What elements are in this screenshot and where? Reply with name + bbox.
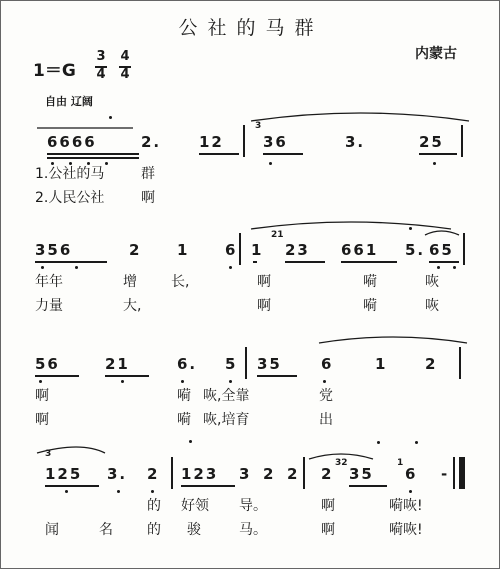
lyric-verse-1: 嗬 (363, 274, 377, 290)
note-group: 35 (349, 465, 374, 483)
note-group: 23 (285, 241, 310, 259)
lyric-verse-2: 啊 (35, 412, 49, 428)
meter-denominator-2: 4 (120, 67, 130, 82)
lyric-verse-1: 嗬咴! (389, 498, 423, 514)
note-group: 661 (341, 241, 379, 259)
lyric-verse-1: 啊 (257, 274, 271, 290)
lyric-verse-1: 啊 (35, 388, 49, 404)
lyric-verse-2: 2.人民公社 (35, 190, 105, 206)
lyric-verse-1: 群 (141, 166, 155, 182)
grace-note: 21 (271, 230, 284, 240)
lyric-verse-2: 啊 (257, 298, 271, 314)
note-group: 2 (263, 465, 276, 483)
note-group: 2. (141, 133, 162, 151)
note-group: 6. (177, 355, 198, 373)
note-group: 3. (345, 133, 366, 151)
lyric-verse-2: 啊 (141, 190, 155, 206)
tempo-marking: 自由 辽阔 (45, 95, 93, 108)
lyric-verse-2: 嗬 (177, 412, 191, 428)
note-group: 21 (105, 355, 130, 373)
grace-note: 1 (397, 458, 404, 468)
slur (37, 447, 105, 453)
meter-numerator-2: 4 (120, 49, 130, 64)
lyric-verse-1: 导。 (239, 498, 267, 514)
note-group: 2 (321, 465, 334, 483)
slurs-and-marks (1, 1, 500, 569)
slur (251, 113, 469, 121)
lyric-verse-1: 嗬 (177, 388, 191, 404)
note-group: 6 (225, 241, 238, 259)
origin-label: 内蒙古 (415, 46, 457, 62)
note-group: 5. (405, 241, 426, 259)
slur (251, 222, 451, 229)
key-signature: 1＝G (33, 61, 76, 81)
lyric-verse-1: 1.公社的马 (35, 166, 105, 182)
note-group: 3 (239, 465, 252, 483)
lyric-verse-2: 出 (319, 412, 333, 428)
lyric-verse-2: 的 (147, 522, 161, 538)
song-title: 公社的马群 (178, 17, 324, 39)
note-group: 1 (251, 241, 264, 259)
lyric-verse-1: 咴,全靠 (203, 388, 250, 404)
lyric-verse-2: 骏 (187, 522, 201, 538)
grace-note: 3 (255, 121, 262, 131)
note-group: 6666 (47, 133, 97, 151)
note-group: 123 (181, 465, 219, 483)
note-group: 36 (263, 133, 288, 151)
note-group: 1 (375, 355, 388, 373)
lyric-verse-1: 年年 (35, 274, 63, 290)
note-group: 5 (225, 355, 238, 373)
note-group: 2 (129, 241, 142, 259)
lyric-verse-2: 咴 (425, 298, 439, 314)
note-group: 356 (35, 241, 73, 259)
lyric-verse-1: 党 (319, 388, 333, 404)
lyric-verse-2: 马。 (239, 522, 267, 538)
note-group: 2 (287, 465, 300, 483)
note-group: 56 (35, 355, 60, 373)
lyric-verse-2: 咴,培育 (203, 412, 250, 428)
note-group: 2 (147, 465, 160, 483)
slur (425, 231, 459, 235)
note-group: 1 (177, 241, 190, 259)
note-group: - (441, 465, 450, 483)
note-group: 3. (107, 465, 128, 483)
note-group: 12 (199, 133, 224, 151)
meter-denominator-1: 4 (96, 67, 106, 82)
lyric-verse-2: 嗬咴! (389, 522, 423, 538)
note-group: 6 (321, 355, 334, 373)
lyric-verse-2: 力量 (35, 298, 63, 314)
note-group: 6 (405, 465, 418, 483)
lyric-verse-2: 嗬 (363, 298, 377, 314)
lyric-verse-1: 咴 (425, 274, 439, 290)
note-group: 25 (419, 133, 444, 151)
note-group: 65 (429, 241, 454, 259)
grace-note: 3 (45, 449, 52, 459)
lyric-verse-2: 名 (99, 522, 113, 538)
meter-numerator-1: 3 (96, 49, 106, 64)
lyric-verse-2: 啊 (321, 522, 335, 538)
lyric-verse-1: 的 (147, 498, 161, 514)
grace-note: 32 (335, 458, 348, 468)
lyric-verse-1: 长, (171, 274, 190, 290)
note-group: 2 (425, 355, 438, 373)
slur (309, 454, 373, 459)
lyric-verse-2: 大, (123, 298, 142, 314)
slur (319, 337, 467, 343)
lyric-verse-1: 增 (123, 274, 137, 290)
lyric-verse-1: 啊 (321, 498, 335, 514)
note-group: 125 (45, 465, 83, 483)
note-group: 35 (257, 355, 282, 373)
lyric-verse-1: 好领 (181, 498, 209, 514)
lyric-verse-2: 闻 (45, 522, 59, 538)
